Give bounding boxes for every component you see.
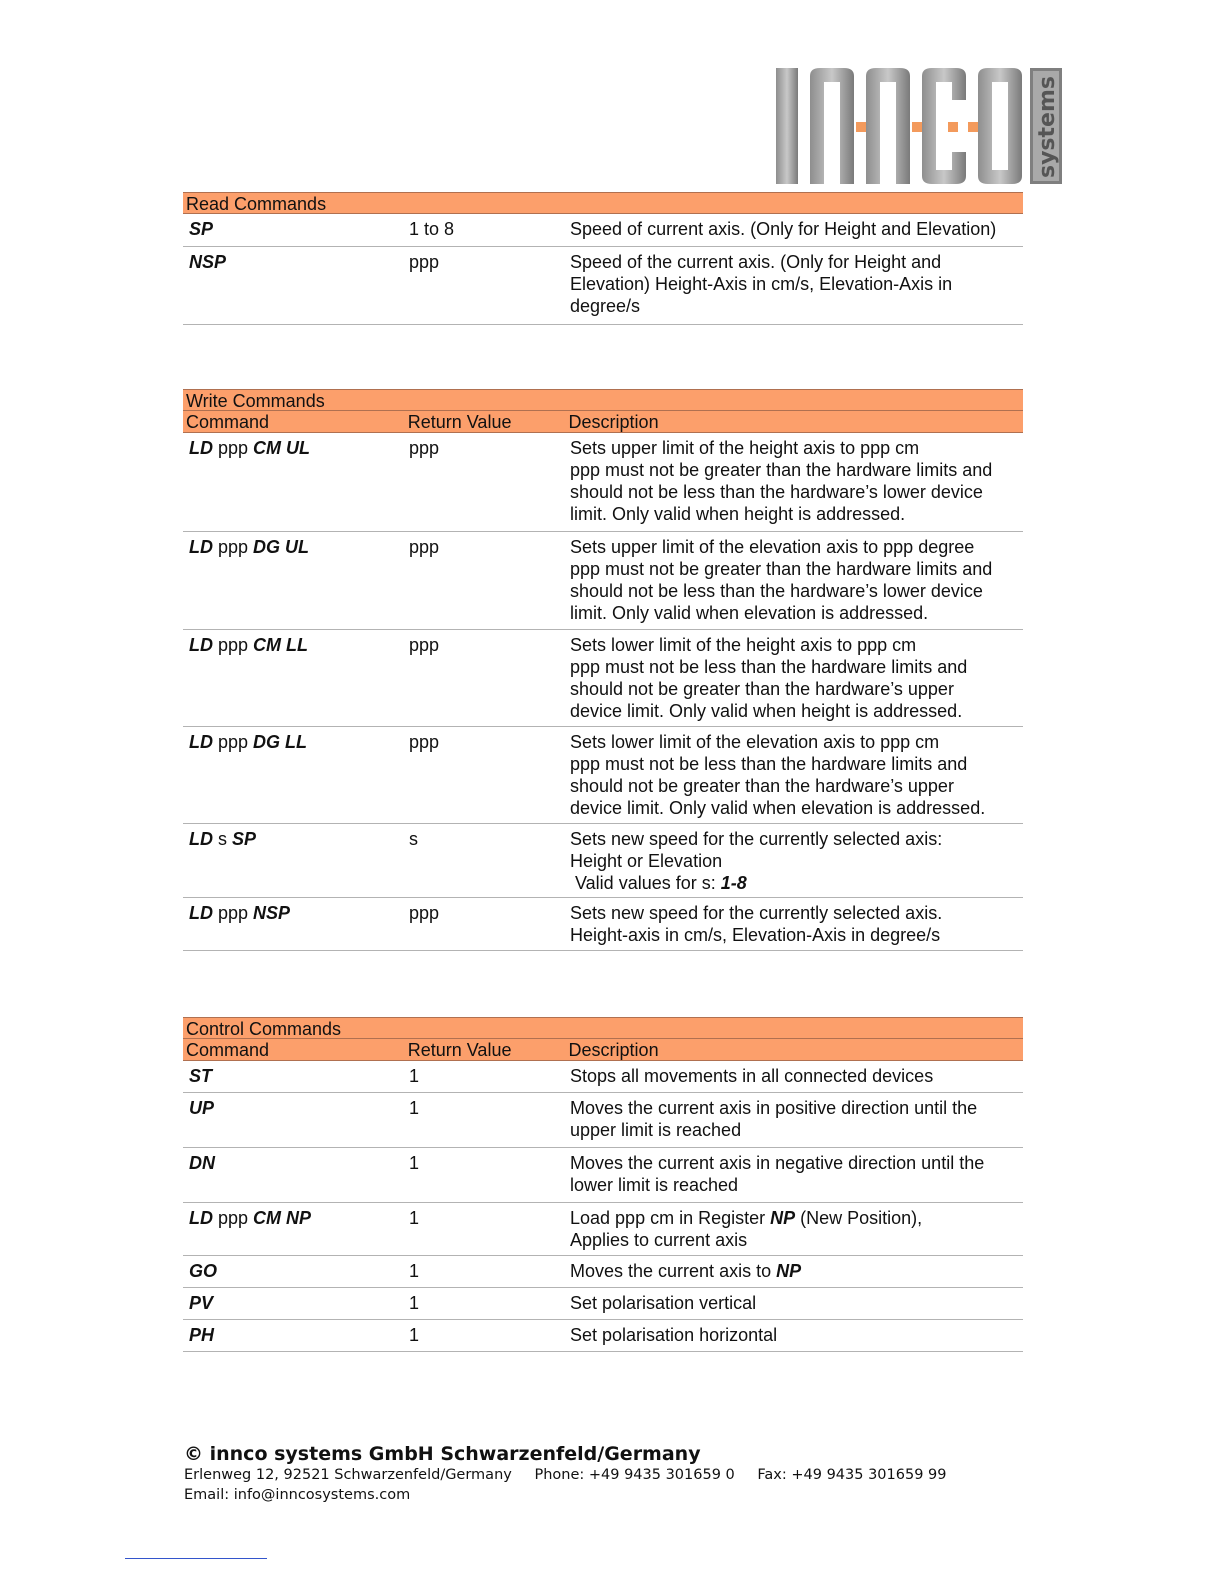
command-keyword: LD bbox=[189, 732, 213, 752]
description-cell bbox=[566, 1292, 1021, 1319]
return-value-cell: 1 bbox=[409, 1208, 420, 1228]
command-keyword: LD bbox=[189, 903, 213, 923]
return-value-cell: 1 bbox=[409, 1153, 420, 1173]
description-cell bbox=[566, 731, 1021, 823]
header-return-value: Return Value bbox=[407, 412, 512, 432]
description-keyword: NP bbox=[770, 1208, 796, 1228]
table-row bbox=[183, 1203, 1023, 1256]
write-header-row bbox=[183, 411, 1023, 433]
return-value-cell: 1 bbox=[409, 1098, 420, 1118]
command-keyword: SP bbox=[232, 829, 257, 849]
command-cell bbox=[183, 1097, 405, 1147]
description-line: Speed of current axis. (Only for Height and Elevation) bbox=[570, 219, 997, 239]
description-line: should not be less than the hardware’s lower device bbox=[570, 581, 983, 601]
table-row bbox=[183, 247, 1023, 325]
description-line bbox=[570, 872, 1021, 894]
return-value-cell: s bbox=[409, 829, 418, 849]
write-commands-table bbox=[183, 389, 1023, 951]
command-cell bbox=[183, 731, 405, 823]
command-keyword: GO bbox=[189, 1261, 218, 1281]
description-line: Moves the current axis in positive direction until the bbox=[570, 1098, 978, 1118]
footer-contact-line bbox=[184, 1465, 965, 1485]
table-row bbox=[183, 1093, 1023, 1148]
description-line: Sets new speed for the currently selected axis. bbox=[570, 903, 943, 923]
footer-fax: Fax: +49 9435 301659 99 bbox=[757, 1467, 947, 1483]
description-line: degree/s bbox=[570, 296, 641, 316]
header-command: Command bbox=[186, 412, 270, 432]
command-keyword: CM UL bbox=[253, 438, 311, 458]
command-keyword: DN bbox=[189, 1153, 215, 1173]
innco-systems-logo bbox=[772, 66, 1068, 188]
description-text: (New Position), bbox=[795, 1208, 923, 1228]
header-return-value: Return Value bbox=[407, 1040, 512, 1060]
description-text: Load ppp cm in Register bbox=[570, 1208, 771, 1228]
description-cell bbox=[566, 536, 1021, 629]
return-value-cell: ppp bbox=[409, 732, 440, 752]
command-text: ppp bbox=[213, 635, 254, 655]
return-value-cell: 1 bbox=[409, 1261, 420, 1281]
return-value-cell: ppp bbox=[409, 252, 440, 272]
table-row bbox=[183, 532, 1023, 630]
command-text: ppp bbox=[213, 1208, 254, 1228]
description-line: Sets lower limit of the height axis to ppp cm bbox=[570, 635, 917, 655]
description-text: Moves the current axis to bbox=[570, 1261, 777, 1281]
read-commands-table bbox=[183, 192, 1023, 325]
return-value-cell: ppp bbox=[409, 903, 440, 923]
description-cell bbox=[566, 1207, 1021, 1255]
command-keyword: ST bbox=[189, 1066, 213, 1086]
description-line bbox=[570, 1207, 1021, 1229]
command-keyword: CM LL bbox=[253, 635, 309, 655]
command-cell bbox=[183, 1292, 405, 1319]
description-line: should not be greater than the hardware’s upper bbox=[570, 679, 954, 699]
table-row bbox=[183, 1320, 1023, 1352]
description-line: device limit. Only valid when elevation is addressed. bbox=[570, 798, 986, 818]
command-cell bbox=[183, 218, 405, 246]
description-keyword: 1-8 bbox=[720, 873, 747, 893]
command-keyword: NSP bbox=[253, 903, 291, 923]
return-value-cell: 1 bbox=[409, 1325, 420, 1345]
table-row bbox=[183, 898, 1023, 951]
command-text: ppp bbox=[213, 732, 254, 752]
command-cell bbox=[183, 634, 405, 726]
return-value-cell: ppp bbox=[409, 635, 440, 655]
description-cell bbox=[566, 1065, 1021, 1092]
description-line: lower limit is reached bbox=[570, 1175, 739, 1195]
table-row bbox=[183, 433, 1023, 532]
description-cell bbox=[566, 828, 1021, 897]
command-keyword: UP bbox=[189, 1098, 215, 1118]
command-keyword: PV bbox=[189, 1293, 214, 1313]
description-line: device limit. Only valid when height is addressed. bbox=[570, 701, 963, 721]
description-line: ppp must not be less than the hardware limits and bbox=[570, 657, 968, 677]
command-cell bbox=[183, 1065, 405, 1092]
description-line: limit. Only valid when elevation is addressed. bbox=[570, 603, 929, 623]
description-cell bbox=[566, 634, 1021, 726]
description-line: limit. Only valid when height is addressed. bbox=[570, 504, 906, 524]
table-row bbox=[183, 1288, 1023, 1320]
command-keyword: CM NP bbox=[253, 1208, 312, 1228]
description-line: Sets lower limit of the elevation axis to ppp cm bbox=[570, 732, 940, 752]
description-line: Moves the current axis in negative direction until the bbox=[570, 1153, 985, 1173]
command-cell bbox=[183, 536, 405, 629]
logo-sub-text: systems bbox=[1035, 76, 1060, 178]
footer-phone: Phone: +49 9435 301659 0 bbox=[534, 1467, 735, 1483]
header-command: Command bbox=[186, 1040, 270, 1060]
description-cell bbox=[566, 218, 1021, 246]
description-keyword: NP bbox=[776, 1261, 802, 1281]
control-commands-title: Control Commands bbox=[183, 1017, 1023, 1039]
command-cell bbox=[183, 1207, 405, 1255]
command-text: s bbox=[213, 829, 233, 849]
command-cell bbox=[183, 1260, 405, 1287]
table-row bbox=[183, 630, 1023, 727]
description-line: upper limit is reached bbox=[570, 1120, 742, 1140]
command-keyword: DG UL bbox=[253, 537, 310, 557]
return-value-cell: 1 to 8 bbox=[409, 219, 455, 239]
command-keyword: PH bbox=[189, 1325, 215, 1345]
footer-address: Erlenweg 12, 92521 Schwarzenfeld/Germany bbox=[184, 1467, 512, 1483]
table-row bbox=[183, 1148, 1023, 1203]
description-cell bbox=[566, 1324, 1021, 1351]
command-keyword: NSP bbox=[189, 252, 227, 272]
description-line: Set polarisation vertical bbox=[570, 1293, 757, 1313]
description-line: should not be greater than the hardware’s upper bbox=[570, 776, 954, 796]
command-cell bbox=[183, 1324, 405, 1351]
command-cell bbox=[183, 251, 405, 324]
table-row bbox=[183, 824, 1023, 898]
return-value-cell: ppp bbox=[409, 438, 440, 458]
description-line: Sets upper limit of the elevation axis to ppp degree bbox=[570, 537, 975, 557]
return-value-cell: 1 bbox=[409, 1293, 420, 1313]
command-cell bbox=[183, 437, 405, 531]
footer bbox=[184, 1443, 965, 1505]
description-line: Speed of the current axis. (Only for Height and bbox=[570, 252, 942, 272]
description-cell bbox=[566, 1260, 1021, 1287]
description-cell bbox=[566, 902, 1021, 950]
description-line: should not be less than the hardware’s lower device bbox=[570, 482, 983, 502]
table-row bbox=[183, 1256, 1023, 1288]
command-cell bbox=[183, 902, 405, 950]
table-row bbox=[183, 1061, 1023, 1093]
description-line: Applies to current axis bbox=[570, 1230, 748, 1250]
description-line: Sets new speed for the currently selected axis: bbox=[570, 829, 943, 849]
control-commands-table bbox=[183, 1017, 1023, 1352]
description-line: ppp must not be less than the hardware limits and bbox=[570, 754, 968, 774]
logo-brand-text: INNCO bbox=[920, 136, 924, 137]
footer-title: © innco systems GmbH Schwarzenfeld/Germany bbox=[184, 1443, 701, 1465]
table-row bbox=[183, 727, 1023, 824]
description-line: Height or Elevation bbox=[570, 851, 723, 871]
description-cell bbox=[566, 437, 1021, 531]
command-keyword: LD bbox=[189, 635, 213, 655]
command-keyword: LD bbox=[189, 537, 213, 557]
read-commands-title: Read Commands bbox=[183, 192, 1023, 214]
command-keyword: LD bbox=[189, 438, 213, 458]
description-text: Valid values for s: bbox=[570, 873, 721, 893]
description-cell bbox=[566, 1152, 1021, 1202]
header-description: Description bbox=[568, 1040, 659, 1060]
command-text: ppp bbox=[213, 438, 254, 458]
table-row bbox=[183, 214, 1023, 247]
description-cell bbox=[566, 1097, 1021, 1147]
command-text: ppp bbox=[213, 537, 254, 557]
control-header-row bbox=[183, 1039, 1023, 1061]
description-line: Stops all movements in all connected devices bbox=[570, 1066, 934, 1086]
command-cell bbox=[183, 828, 405, 897]
description-cell bbox=[566, 251, 1021, 324]
description-line bbox=[570, 1260, 1021, 1282]
description-line: Height-axis in cm/s, Elevation-Axis in degree/s bbox=[570, 925, 941, 945]
footer-email: Email: info@inncosystems.com bbox=[184, 1487, 411, 1503]
return-value-cell: ppp bbox=[409, 537, 440, 557]
command-keyword: SP bbox=[189, 219, 214, 239]
description-line: ppp must not be greater than the hardware limits and bbox=[570, 559, 993, 579]
command-keyword: LD bbox=[189, 829, 213, 849]
description-line: Set polarisation horizontal bbox=[570, 1325, 778, 1345]
write-commands-title: Write Commands bbox=[183, 389, 1023, 411]
description-line: Sets upper limit of the height axis to ppp cm bbox=[570, 438, 920, 458]
command-text: ppp bbox=[213, 903, 254, 923]
description-line: Elevation) Height-Axis in cm/s, Elevation-Axis in bbox=[570, 274, 953, 294]
return-value-cell: 1 bbox=[409, 1066, 420, 1086]
footnote-divider bbox=[125, 1558, 267, 1559]
header-description: Description bbox=[568, 412, 659, 432]
command-keyword: DG LL bbox=[253, 732, 308, 752]
command-cell bbox=[183, 1152, 405, 1202]
description-line: ppp must not be greater than the hardware limits and bbox=[570, 460, 993, 480]
command-keyword: LD bbox=[189, 1208, 213, 1228]
